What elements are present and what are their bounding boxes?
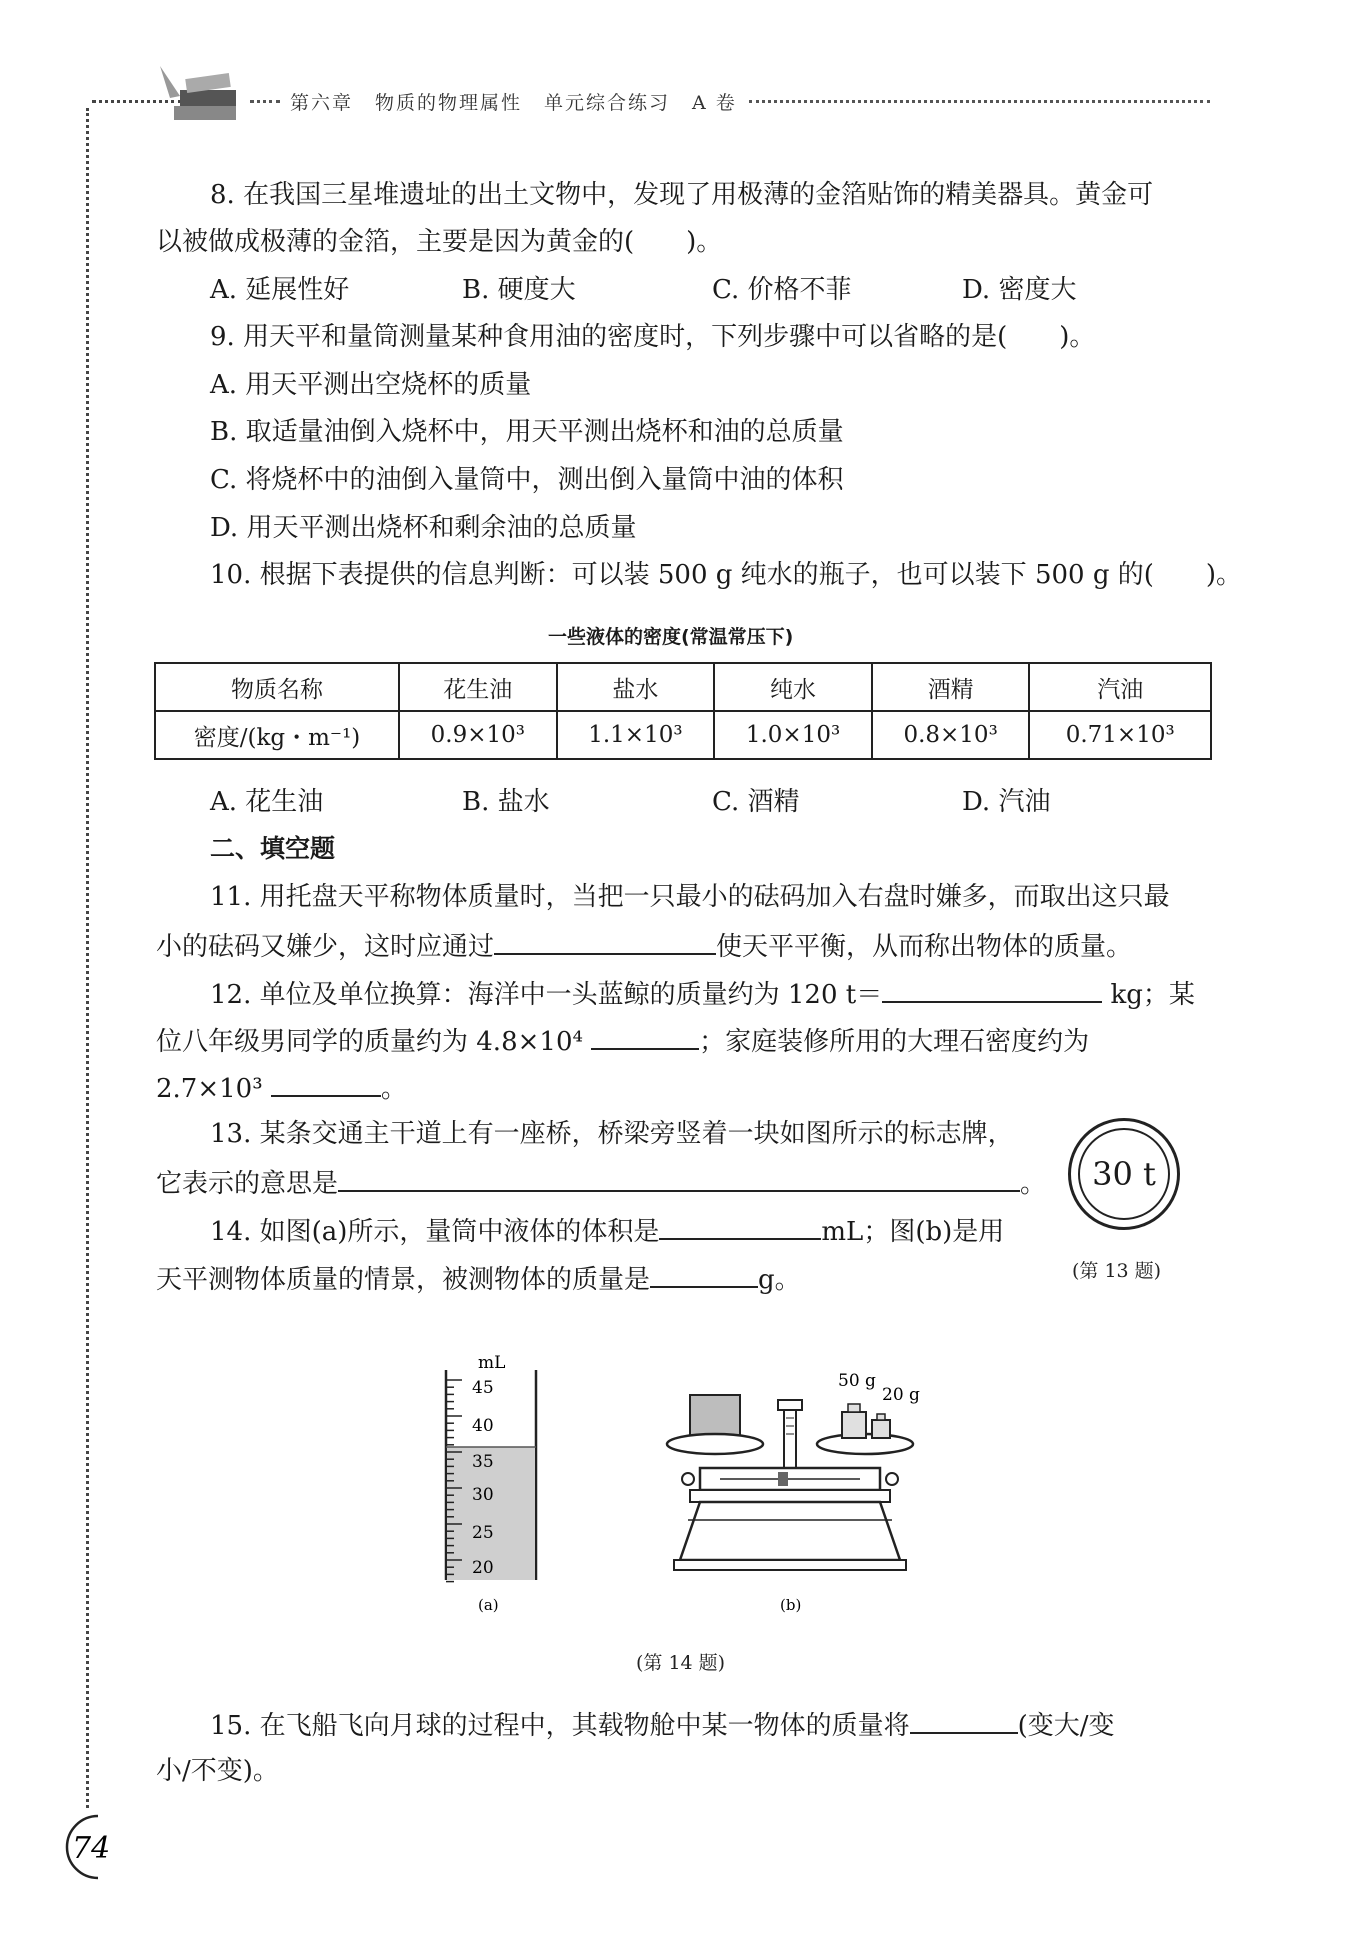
q13-line1: 13. 某条交通主干道上有一座桥，桥梁旁竖着一块如图所示的标志牌，	[210, 1119, 1014, 1149]
q8-line2: 以被做成极薄的金箔，主要是因为黄金的( )。	[156, 227, 723, 257]
page-header	[250, 86, 1210, 116]
q15-text-b: (变大/变	[1017, 1711, 1115, 1741]
graduated-cylinder-figure	[420, 1350, 570, 1620]
q8-option-c: C. 价格不菲	[712, 275, 852, 305]
section-fill-in-title: 二、填空题	[210, 834, 336, 863]
q12-line3	[156, 1069, 407, 1106]
q10-option-b: B. 盐水	[462, 787, 550, 817]
header-topic: 物质的物理属性	[375, 91, 523, 114]
table-cell: 0.8×10³	[872, 711, 1030, 759]
q14-caption: (第 14 题)	[636, 1652, 726, 1674]
q15-text-a: 15. 在飞船飞向月球的过程中，其载物舱中某一物体的质量将	[210, 1711, 910, 1741]
answer-blank[interactable]	[910, 1706, 1018, 1734]
table-header-cell: 纯水	[714, 663, 872, 711]
q8-option-a: A. 延展性好	[210, 275, 350, 305]
header-chapter: 第六章	[290, 91, 354, 114]
table-header-cell: 盐水	[557, 663, 715, 711]
q10-option-c: C. 酒精	[712, 787, 800, 817]
q14-text-b: mL；图(b)是用	[821, 1217, 1005, 1247]
q13-caption: (第 13 题)	[1072, 1260, 1162, 1282]
weight-limit-sign-text: 30 t	[1078, 1128, 1170, 1220]
table-cell: 1.0×10³	[714, 711, 872, 759]
q9-option-b: B. 取适量油倒入烧杯中，用天平测出烧杯和油的总质量	[210, 417, 844, 447]
header-paper: A 卷	[692, 91, 737, 114]
table-header-cell: 物质名称	[155, 663, 399, 711]
answer-blank[interactable]	[591, 1022, 699, 1050]
q8-option-b: B. 硬度大	[462, 275, 576, 305]
table-header-cell: 汽油	[1029, 663, 1211, 711]
q8-option-d: D. 密度大	[962, 275, 1077, 305]
q11-line2	[156, 927, 1132, 964]
measured-object	[690, 1395, 740, 1439]
answer-blank[interactable]	[650, 1260, 758, 1288]
weight-50g-label: 50 g	[838, 1371, 876, 1391]
q9-option-c: C. 将烧杯中的油倒入量筒中，测出倒入量筒中油的体积	[210, 465, 844, 495]
table-cell: 密度/(kg・m⁻¹)	[155, 711, 399, 759]
balance-base	[680, 1502, 900, 1560]
weight-50g	[842, 1412, 866, 1438]
q13-text-b: 。	[1020, 1169, 1047, 1199]
q10-option-d: D. 汽油	[962, 787, 1051, 817]
cylinder-tick-label: 30	[472, 1485, 494, 1505]
density-table	[154, 662, 1212, 760]
q10-stem: 10. 根据下表提供的信息判断：可以装 500 g 纯水的瓶子，也可以装下 500 g 的( )。	[210, 560, 1243, 590]
answer-blank[interactable]	[271, 1069, 381, 1097]
book-stack-icon	[150, 56, 250, 136]
q14-line1	[210, 1212, 1004, 1249]
q15-line1	[210, 1706, 1115, 1743]
q14-text-d: g。	[758, 1265, 801, 1295]
cylinder-tick-label: 25	[472, 1523, 494, 1543]
q9-option-a: A. 用天平测出空烧杯的质量	[210, 370, 532, 400]
page-number-badge	[58, 1812, 118, 1882]
q12-text-d: ；家庭装修所用的大理石密度约为	[699, 1027, 1090, 1057]
page-number: 74	[72, 1831, 111, 1866]
table-header-cell: 花生油	[399, 663, 557, 711]
q12-line2	[156, 1022, 1089, 1059]
balance-scale-figure	[660, 1360, 920, 1620]
answer-blank[interactable]	[659, 1212, 821, 1240]
q12-text-f: 。	[380, 1074, 407, 1104]
answer-blank[interactable]	[338, 1164, 1020, 1192]
cylinder-tick-label: 20	[472, 1558, 494, 1578]
q15-line2: 小/不变)。	[156, 1756, 279, 1786]
rider	[778, 1472, 788, 1486]
cylinder-tick-label: 45	[472, 1378, 494, 1398]
q11-text-b: 使天平平衡，从而称出物体的质量。	[716, 932, 1133, 962]
q9-option-d: D. 用天平测出烧杯和剩余油的总质量	[210, 513, 637, 543]
density-table-title: 一些液体的密度(常温常压下)	[548, 626, 794, 648]
weight-limit-sign	[1068, 1118, 1180, 1230]
q14-text-a: 14. 如图(a)所示，量筒中液体的体积是	[210, 1217, 660, 1247]
table-cell: 1.1×10³	[557, 711, 715, 759]
table-header-cell: 酒精	[872, 663, 1030, 711]
q12-text-b: kg；某	[1110, 980, 1195, 1010]
table-cell: 0.71×10³	[1029, 711, 1211, 759]
density-table-header-row	[155, 663, 1211, 711]
q8-line1: 8. 在我国三星堆遗址的出土文物中，发现了用极薄的金箔贴饰的精美器具。黄金可	[210, 180, 1154, 210]
left-pan	[667, 1434, 763, 1454]
answer-blank[interactable]	[494, 927, 716, 955]
q11-text-a: 小的砝码又嫌少，这时应通过	[156, 932, 495, 962]
cylinder-tick-label: 40	[472, 1416, 494, 1436]
header-section: 单元综合练习	[544, 91, 671, 114]
q14-line2	[156, 1260, 801, 1297]
q12-text-c: 位八年级男同学的质量约为 4.8×10⁴	[156, 1027, 583, 1057]
answer-blank[interactable]	[882, 975, 1102, 1003]
q14-text-c: 天平测物体质量的情景，被测物体的质量是	[156, 1265, 651, 1295]
density-table-value-row	[155, 711, 1211, 759]
q12-line1	[210, 975, 1195, 1012]
q11-line1: 11. 用托盘天平称物体质量时，当把一只最小的砝码加入右盘时嫌多，而取出这只最	[210, 882, 1170, 912]
q13-line2	[156, 1164, 1046, 1201]
q12-text-a: 12. 单位及单位换算：海洋中一头蓝鲸的质量约为 120 t＝	[210, 980, 883, 1010]
q12-text-e: 2.7×10³	[156, 1074, 263, 1104]
page-border-left	[86, 108, 89, 1808]
table-cell: 0.9×10³	[399, 711, 557, 759]
weight-20g-label: 20 g	[882, 1385, 920, 1405]
weight-20g	[872, 1420, 890, 1438]
q10-option-a: A. 花生油	[210, 787, 324, 817]
figure-a-label: (a)	[478, 1596, 499, 1614]
q13-text-a: 它表示的意思是	[156, 1169, 339, 1199]
q9-stem: 9. 用天平和量筒测量某种食用油的密度时，下列步骤中可以省略的是( )。	[210, 322, 1096, 352]
figure-b-label: (b)	[780, 1596, 802, 1614]
cylinder-unit: mL	[478, 1353, 506, 1373]
cylinder-tick-label: 35	[472, 1452, 494, 1472]
